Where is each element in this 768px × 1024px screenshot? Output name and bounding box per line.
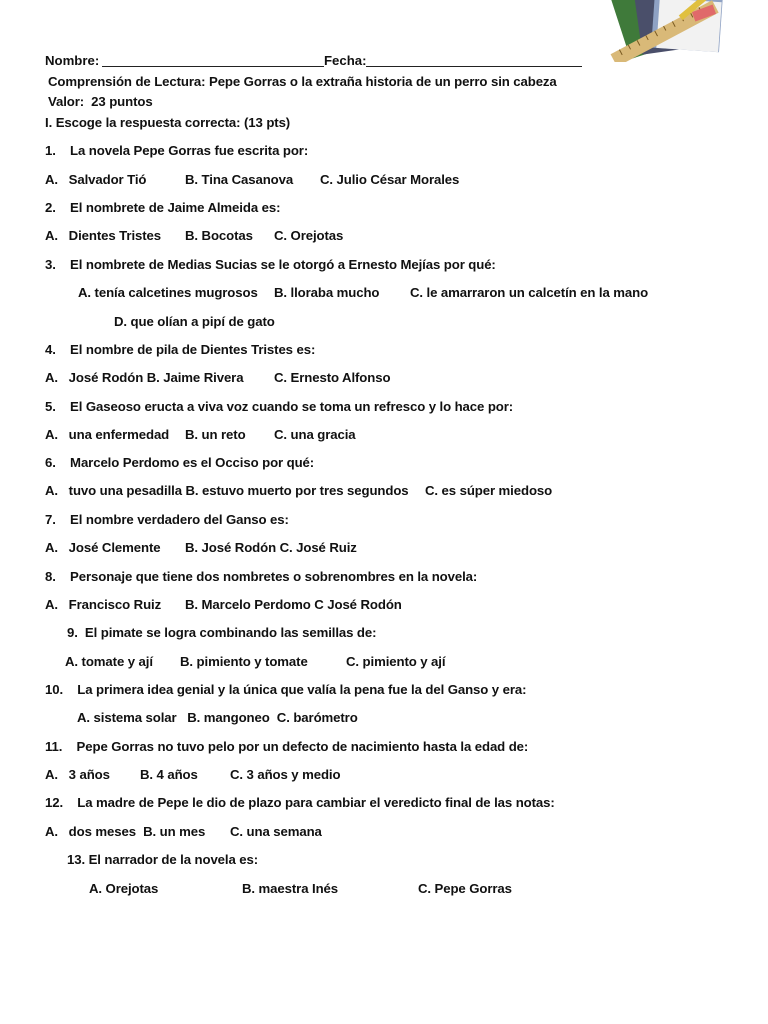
option-6ab: A. tuvo una pesadilla B. estuvo muerto por tres segundos	[45, 483, 409, 498]
page-title: Comprensión de Lectura: Pepe Gorras o la extraña historia de un perro sin cabeza	[48, 74, 557, 89]
fecha-label: Fecha:	[324, 53, 367, 68]
option-9a: A. tomate y ají	[65, 654, 153, 669]
option-13c: C. Pepe Gorras	[418, 881, 512, 896]
option-5b: B. un reto	[185, 427, 246, 442]
option-13a: A. Orejotas	[89, 881, 159, 896]
nombre-blank[interactable]	[102, 66, 324, 67]
option-4ab: A. José Rodón B. Jaime Rivera	[45, 370, 244, 385]
option-1c: C. Julio César Morales	[320, 172, 460, 187]
option-2a: A. Dientes Tristes	[45, 228, 161, 243]
option-5a: A. una enfermedad	[45, 427, 170, 442]
option-11c: C. 3 años y medio	[230, 767, 341, 782]
question-6: 6. Marcelo Perdomo es el Occiso por qué:	[45, 455, 315, 470]
option-7a: A. José Clemente	[45, 540, 161, 555]
question-1: 1. La novela Pepe Gorras fue escrita por:	[45, 143, 309, 158]
option-1a: A. Salvador Tió	[45, 172, 147, 187]
question-4: 4. El nombre de pila de Dientes Tristes es:	[45, 342, 316, 357]
option-3d: D. que olían a pipí de gato	[114, 314, 275, 329]
score-value: Valor: 23 puntos	[48, 94, 153, 109]
question-2: 2. El nombrete de Jaime Almeida es:	[45, 200, 281, 215]
nombre-label: Nombre:	[45, 53, 100, 68]
question-12: 12. La madre de Pepe le dio de plazo para cambiar el veredicto final de las notas:	[45, 795, 555, 810]
question-8: 8. Personaje que tiene dos nombretes o sobrenombres en la novela:	[45, 569, 478, 584]
question-13: 13. El narrador de la novela es:	[67, 852, 259, 867]
option-9c: C. pimiento y ají	[346, 654, 446, 669]
option-10abc: A. sistema solar B. mangoneo C. barómetro	[77, 710, 358, 725]
question-9: 9. El pimate se logra combinando las semillas de:	[67, 625, 377, 640]
option-4c: C. Ernesto Alfonso	[274, 370, 391, 385]
option-12c: C. una semana	[230, 824, 322, 839]
option-13b: B. maestra Inés	[242, 881, 338, 896]
option-12ab: A. dos meses B. un mes	[45, 824, 206, 839]
option-11a: A. 3 años	[45, 767, 110, 782]
option-3a: A. tenía calcetines mugrosos	[78, 285, 258, 300]
question-5: 5. El Gaseoso eructa a viva voz cuando se toma un refresco y lo hace por:	[45, 399, 514, 414]
option-2c: C. Orejotas	[274, 228, 344, 243]
option-3c: C. le amarraron un calcetín en la mano	[410, 285, 649, 300]
option-5c: C. una gracia	[274, 427, 356, 442]
question-7: 7. El nombre verdadero del Ganso es:	[45, 512, 289, 527]
section-heading: I. Escoge la respuesta correcta: (13 pts)	[45, 115, 291, 130]
option-9b: B. pimiento y tomate	[180, 654, 308, 669]
question-3: 3. El nombrete de Medias Sucias se le otorgó a Ernesto Mejías por qué:	[45, 257, 496, 272]
question-10: 10. La primera idea genial y la única que valía la pena fue la del Ganso y era:	[45, 682, 527, 697]
fecha-blank[interactable]	[366, 66, 582, 67]
question-11: 11. Pepe Gorras no tuvo pelo por un defecto de nacimiento hasta la edad de:	[45, 739, 529, 754]
option-8bc: B. Marcelo Perdomo C José Rodón	[185, 597, 402, 612]
option-7bc: B. José Rodón C. José Ruiz	[185, 540, 357, 555]
option-2b: B. Bocotas	[185, 228, 253, 243]
option-6c: C. es súper miedoso	[425, 483, 553, 498]
option-8a: A. Francisco Ruiz	[45, 597, 162, 612]
school-supplies-icon	[598, 0, 726, 62]
option-1b: B. Tina Casanova	[185, 172, 294, 187]
option-3b: B. lloraba mucho	[274, 285, 380, 300]
option-11b: B. 4 años	[140, 767, 198, 782]
